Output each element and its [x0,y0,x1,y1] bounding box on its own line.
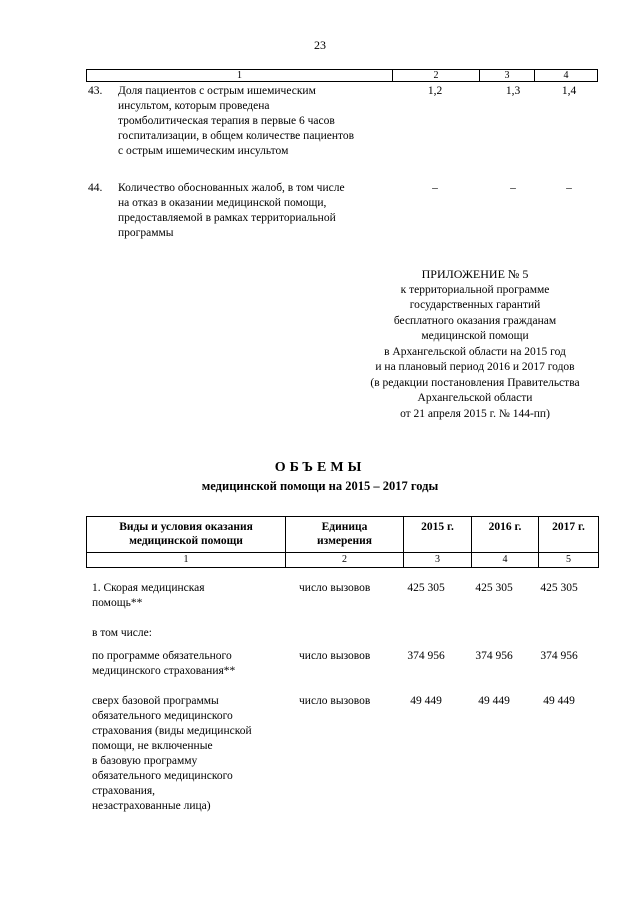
header-2015: 2015 г. [421,521,454,533]
row-value-2016: 425 305 [475,582,513,594]
row-value-2017: 49 449 [543,695,575,707]
row-kind: по программе обязательного медицинского страхования** [92,650,236,677]
row-unit: число вызовов [299,582,371,594]
appendix-line: от 21 апреля 2015 г. № 144-пп) [400,407,550,420]
row-value: – [566,182,572,194]
appendix-line: государственных гарантий [409,299,541,311]
appendix-line: бесплатного оказания гражданам [393,314,557,327]
document-subtitle: медицинской помощи на 2015 – 2017 годы [201,479,439,493]
header-2016: 2016 г. [488,521,522,533]
column-number-4: 4 [502,554,508,565]
row-number: 44. [88,182,103,194]
appendix-line: в Архангельской области на 2015 год [384,345,566,358]
header-unit: Единица измерения [317,521,372,547]
table-row [88,84,598,160]
row-kind: сверх базовой программы обязательного медицинского страхования (виды медицинской помощи, не включенные в базовую программу обязательного медицинского страхования, незастрахованные лица) [92,695,252,812]
row-kind: 1. Скорая медицинская помощь** [92,582,205,609]
appendix-line: Архангельской области [417,392,533,404]
column-number-4: 4 [563,70,569,81]
row-value: – [510,182,516,194]
appendix-line: и на плановый период 2016 и 2017 годов [375,361,575,373]
column-number-2: 2 [433,70,439,81]
appendix-line: (в редакции постановления Правительства [370,376,580,389]
row-value: – [432,182,438,194]
row-value-2017: 374 956 [540,650,578,662]
row-kind: в том числе: [92,627,152,639]
appendix-line: медицинской помощи [421,330,529,342]
row-description: Количество обоснованных жалоб, в том числе на отказ в оказании медицинской помощи, предоставляемой в рамках территориальной программы [118,182,345,239]
table-row [92,694,597,816]
table-row [92,626,597,642]
row-value-2016: 49 449 [478,695,510,707]
row-description: Доля пациентов с острым ишемическим инсультом, которым проведена тромболитическая терапия в первые 6 часов госпитализации, в общем количестве пациентов с острым ишемическим инсультом [118,85,355,157]
column-number-3: 3 [504,70,510,81]
column-number-2: 2 [342,554,347,565]
row-value: 1,2 [427,85,443,97]
row-value-2016: 374 956 [475,650,513,662]
row-value: 1,3 [505,85,521,97]
column-number-5: 5 [566,554,571,565]
column-number-3: 3 [435,554,440,565]
row-value-2015: 425 305 [407,582,445,594]
row-value-2015: 49 449 [410,695,442,707]
table-row [88,181,598,243]
volumes-table-header [86,516,599,568]
row-unit: число вызовов [299,650,371,662]
appendix-title: ПРИЛОЖЕНИЕ № 5 [421,267,529,281]
page-number: 23 [314,38,326,52]
row-value-2015: 374 956 [407,650,445,662]
document-title: ОБЪЕМЫ [274,460,366,475]
row-unit: число вызовов [299,695,371,707]
appendix-block [316,267,634,422]
header-kind: Виды и условия оказания медицинской помощи [119,521,253,547]
continuation-table-header [86,69,598,82]
row-value-2017: 425 305 [540,582,578,594]
appendix-line: к территориальной программе [400,283,550,296]
column-number-1: 1 [183,554,189,565]
row-number: 43. [88,85,103,97]
table-row [92,581,597,613]
column-number-1: 1 [237,70,242,81]
row-value: 1,4 [561,85,577,97]
header-2017: 2017 г. [552,521,585,533]
table-row [92,649,597,681]
